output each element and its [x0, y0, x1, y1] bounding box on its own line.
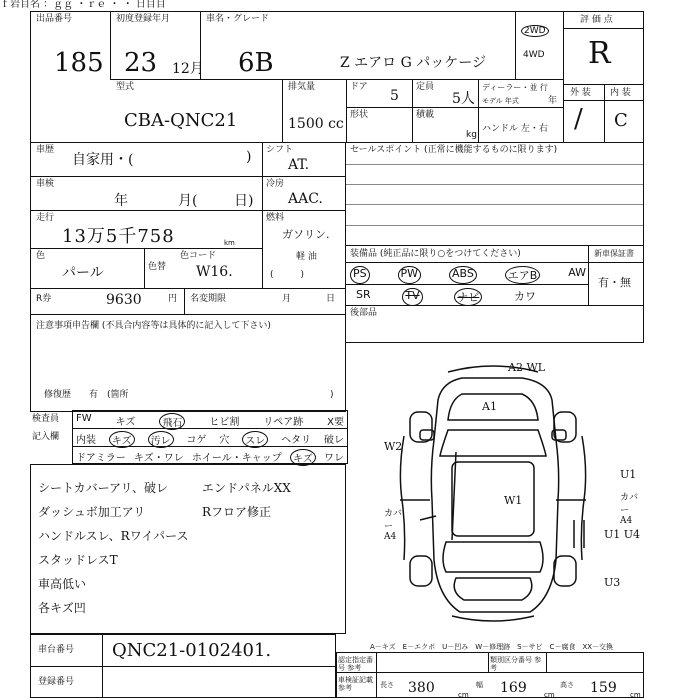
score-label: 評 価 点 [580, 15, 613, 25]
equip-item-r1-3: エアB [505, 266, 541, 284]
car-name: 6B [238, 48, 274, 78]
top-scribble: ｆ岩目名 ：ｇｇ ・ｒｅ ・ ・ 日目目 [0, 0, 166, 10]
insp-r2-4: 穴 [219, 435, 230, 446]
note-right-1: Rフロア修正 [202, 505, 272, 519]
reg-year: 23 [124, 48, 158, 78]
equip-item-r1-2: ABS [449, 266, 477, 284]
reg-limit-label: 名変期限 [190, 294, 227, 304]
diagram-label-u1: U1 [620, 468, 637, 481]
note-left-5: 各キズ凹 [38, 601, 86, 615]
color-label: 色 [36, 251, 46, 261]
model-year-unit: 年 [548, 96, 558, 106]
load-label: 積載 [416, 110, 435, 120]
model-label: 車名・グレード [206, 14, 270, 24]
reg-month: 12月 [172, 61, 204, 77]
chassis-label: 車台番号 [38, 645, 75, 655]
insp-r1-3: ヒビ割 [209, 417, 240, 428]
drive-2wd: 2WD [521, 26, 549, 36]
insp-r1-2: 飛石 [159, 413, 185, 430]
diagram-label-a4-right: カバー A4 [620, 493, 639, 526]
color-code-label: 色コード [180, 251, 217, 261]
ticket-unit: 円 [168, 294, 178, 304]
insp-r1-5: X要 [327, 417, 344, 428]
insp-r2-1: キズ [109, 431, 135, 448]
length-pre: 長さ [380, 681, 394, 689]
insp-r3-3: キズ [290, 449, 316, 466]
lot-number: 185 [54, 48, 104, 78]
insp-r1-0: FW [76, 413, 92, 424]
use-label: 車歴 [36, 145, 55, 155]
insp-r1-1: キズ [115, 417, 136, 428]
inspect-year: 年 [114, 193, 128, 209]
reg-limit-month: 月 [282, 294, 292, 304]
note-left-0: シートカバーアリ、破レ [38, 481, 168, 495]
legend: A－キズ E－エクボ U－凹み W－修理跡 S－サビ C－腐食 XX－交換 [370, 643, 614, 651]
lot-label: 出品番号 [36, 14, 73, 24]
drive-4wd: 4WD [523, 50, 545, 60]
width-value: 169 [500, 680, 527, 696]
note-left-4: 車高低い [38, 577, 87, 591]
length-ref-label: 車検証記載 参考 [338, 676, 373, 692]
exterior-label: 外 装 [570, 88, 591, 98]
equip-item-r1-0: PS [350, 266, 370, 284]
door-value: 5 [390, 88, 399, 104]
diagram-label-w1: W1 [504, 494, 523, 507]
color-code-value: W16. [196, 264, 233, 280]
seat-label: 定員 [416, 82, 435, 92]
class-label: 類別区分番号 参考 [490, 656, 542, 672]
handle-label: ハンドル 左・右 [482, 124, 548, 134]
ac-value: AAC. [288, 191, 323, 207]
door-label: ドア [350, 82, 368, 92]
exterior-value: / [574, 104, 583, 134]
type-label: 型式 [116, 82, 135, 92]
inspector-label-1: 検査員 [32, 414, 60, 424]
reg-number-label: 登録番号 [38, 677, 75, 687]
model-year-label: モデル 年式 [482, 97, 519, 105]
inspect-month: 月( [178, 193, 198, 209]
fuel-paren: ( ) [270, 270, 305, 280]
equip-item-r1-1: PW [398, 266, 422, 284]
new-warranty-value: 有・無 [598, 276, 631, 289]
width-pre: 幅 [476, 681, 483, 689]
diagram-label-u1-u4: U1 U4 [604, 528, 641, 541]
insp-r3-0: ドアミラー [76, 453, 126, 464]
diagram-label-a2-wl: A2 WL [508, 361, 546, 374]
after-parts-label: 後部品 [350, 308, 378, 318]
length-unit: cm [458, 691, 469, 699]
equip-item-r2-1: TV [402, 288, 422, 306]
diagram-label-a1: A1 [482, 400, 497, 413]
notes-label: 注意事項申告欄 (不具合内容等は具体的に記入して下さい) [36, 321, 271, 331]
insp-r2-3: コゲ [186, 435, 207, 446]
mileage-label: 走行 [36, 213, 55, 223]
equip-item-r2-2: ナビ [454, 288, 482, 306]
note-left-2: ハンドルスレ、Rワイパース [38, 529, 189, 543]
height-value: 159 [590, 680, 617, 696]
ticket-value: 9630 [106, 292, 142, 308]
fuel-value: ガソリン. [282, 228, 330, 241]
score-value: R [588, 36, 611, 71]
use-close: ) [246, 149, 252, 165]
color-change-label: 色替 [148, 262, 167, 272]
height-pre: 高さ [560, 681, 574, 689]
load-unit: kg [466, 130, 477, 140]
fuel-diesel: 軽 油 [296, 252, 317, 262]
repair-close: ) [330, 390, 334, 400]
use-value: 自家用・( [72, 152, 134, 168]
insp-r1-4: リペア跡 [263, 417, 304, 428]
equip-item-r2-0: SR [356, 288, 371, 301]
length-value: 380 [408, 680, 435, 696]
seat-value: 5人 [452, 91, 475, 107]
mileage-unit: km [224, 239, 235, 247]
insp-r3-2: ホイール・キャップ [191, 453, 282, 464]
color-value: パール [62, 265, 104, 281]
grade: Z エアロ G パッケージ [340, 55, 486, 71]
height-unit: cm [630, 691, 641, 699]
insp-r2-6: ヘタリ [281, 435, 312, 446]
diagram-label-u3: U3 [604, 576, 621, 589]
new-warranty-label: 新車保証書 [594, 249, 634, 258]
note-right-0: エンドパネルXX [202, 481, 291, 495]
insp-r2-2: 汚レ [148, 431, 174, 448]
displacement-value: 1500 cc [288, 116, 344, 132]
insp-r2-0: 内装 [76, 435, 96, 446]
repair-label: 修復歴 有 (箇所 [44, 390, 129, 400]
sales-label: セールスポイント (正常に機能するものに限ります) [350, 145, 558, 155]
ticket-label: R券 [36, 294, 52, 304]
chassis-value: QNC21-0102401. [112, 640, 272, 661]
equipment-label: 装備品 (純正品に限り○をつけてください) [350, 249, 521, 259]
interior-value: C [614, 110, 628, 131]
insp-r3-4: ワレ [323, 453, 344, 464]
shift-value: AT. [288, 157, 310, 173]
insp-r2-7: 破レ [323, 435, 344, 446]
note-left-3: スタッドレスT [38, 553, 118, 567]
mileage-value: 13万5千758 [62, 226, 175, 247]
inspect-day: 日) [234, 193, 254, 209]
equip-item-r1-4: AW [568, 266, 586, 279]
width-unit: cm [544, 691, 555, 699]
interior-label: 内 装 [610, 88, 631, 98]
cert-label: 認定指定番号 参考 [338, 656, 373, 672]
diagram-label-a4-left: カバー A4 [384, 509, 403, 542]
insp-r2-5: スレ [242, 431, 268, 448]
shape-label: 形状 [350, 110, 369, 120]
reg-limit-day: 日 [326, 294, 336, 304]
dealer-label: ディーラー・並 行 [482, 83, 548, 92]
shift-label: シフト [266, 145, 294, 155]
reg-date-label: 初度登録年月 [116, 14, 171, 24]
fuel-label: 燃料 [266, 213, 285, 223]
diagram-label-w2: W2 [384, 440, 403, 453]
note-left-1: ダッシュボ加工アリ [38, 505, 146, 519]
displacement-label: 排気量 [288, 82, 316, 92]
inspect-label: 車検 [36, 179, 55, 189]
type-value: CBA-QNC21 [124, 110, 238, 131]
insp-r3-1: キズ・ワレ [133, 453, 184, 464]
ac-label: 冷房 [266, 179, 285, 189]
equip-item-r2-3: カワ [514, 290, 536, 303]
inspector-label-2: 記入欄 [32, 432, 60, 442]
